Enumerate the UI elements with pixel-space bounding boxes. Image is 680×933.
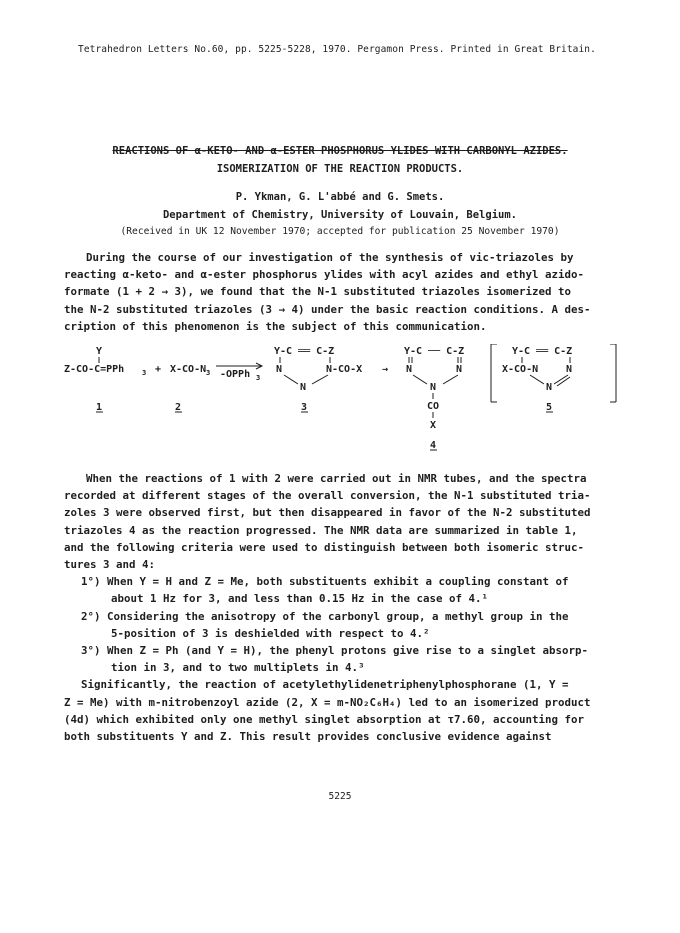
reagent1-y: Y [96,346,103,357]
triazole5-n2: N [546,382,553,393]
intro-line: cription of this phenomenon is the subject of this communication. [64,319,487,333]
authors: P. Ykman, G. L'abbé and G. Smets. [235,191,445,203]
triazole5-n-right: N [566,364,573,375]
page-number: 5225 [328,791,352,802]
journal-header: Tetrahedron Letters No.60, pp. 5225-5228, 1970. Pergamon Press. Printed in Great Britain. [78,44,596,55]
received-dates: (Received in UK 12 November 1970; accepted for publication 25 November 1970) [120,226,560,237]
triazole3-n2: N [300,382,307,393]
body-line: recorded at different stages of the overall conversion, the N-1 substituted tria- [64,489,591,503]
intro-paragraph [64,249,616,335]
reaction-scheme [60,344,620,456]
intro-line: the N-2 substituted triazoles (3 → 4) under the basic reaction conditions. A des- [64,302,591,316]
intro-line: formate (1 + 2 → 3), we found that the N-1 substituted triazoles isomerized to [64,285,572,299]
triazole3-n-sub: N-CO-X [326,364,363,375]
title-line-2: ISOMERIZATION OF THE REACTION PRODUCTS. [216,163,464,175]
body-line: (4d) which exhibited only one methyl singlet absorption at τ7.60, accounting for [64,712,585,726]
body-line: Z = Me) with m-nitrobenzoyl azide (2, X = m-NO₂C₆H₄) led to an isomerized product [64,695,591,709]
reagent1-formula: Z-CO-C=PPh [64,364,125,375]
plus-sign: + [155,364,162,375]
criterion-3: 3°) When Z = Ph (and Y = H), the phenyl protons give rise to a singlet absorp- [81,644,589,658]
triazole4-n2: N [430,382,437,393]
compound-label-3: 3 [301,402,308,413]
triazole4-x: X [430,420,437,431]
body-line: triazoles 4 as the reaction progressed. The NMR data are summarized in table 1, [64,523,578,537]
criterion-2-cont: 5-position of 3 is deshielded with respect to 4.² [111,626,430,640]
reagent2-formula: X-CO-N [170,364,207,375]
body-line: both substituents Y and Z. This result provides conclusive evidence against [64,730,552,744]
criterion-1: 1°) When Y = H and Z = Me, both substituents exhibit a coupling constant of [81,575,569,589]
triazole4-n-left: N [406,364,413,375]
arrow-to-4: → [382,364,389,375]
criterion-1-cont: about 1 Hz for 3, and less than 0.15 Hz in the case of 4.¹ [111,592,489,606]
compound-label-2: 2 [175,402,182,413]
criterion-3-cont: tion in 3, and to two multiplets in 4.³ [111,661,365,675]
body-text [64,470,616,745]
triazole5-top: Y-C ══ C-Z [512,346,573,357]
compound-label-1: 1 [96,402,103,413]
intro-line: reacting α-keto- and α-ester phosphorus ylides with acyl azides and ethyl azido- [64,268,585,282]
compound-label-4: 4 [430,440,437,451]
criterion-2: 2°) Considering the anisotropy of the carbonyl group, a methyl group in the [81,609,569,623]
triazole4-n-right: N [456,364,463,375]
triazole4-top: Y-C ── C-Z [404,346,465,357]
compound-label-5: 5 [546,402,553,413]
arrow-label: -OPPh [220,369,251,380]
body-line: When the reactions of 1 with 2 were carried out in NMR tubes, and the spectra [86,472,587,485]
triazole3-n1: N [276,364,283,375]
svg-text:3: 3 [256,374,261,382]
svg-text:3: 3 [142,369,147,377]
affiliation: Department of Chemistry, University of Louvain, Belgium. [162,209,517,221]
triazole5-n1: X-CO-N [502,364,539,375]
body-line: and the following criteria were used to distinguish between both isomeric struc- [64,540,585,554]
body-line: zoles 3 were observed first, but then disappeared in favor of the N-2 substituted [64,506,591,520]
svg-text:3: 3 [206,369,211,377]
title-line-1: REACTIONS OF α-KETO- AND α-ESTER PHOSPHORUS YLIDES WITH CARBONYL AZIDES. [112,145,568,157]
triazole3-top: Y-C ══ C-Z [274,346,335,357]
body-line: Significantly, the reaction of acetylethylidenetriphenylphosphorane (1, Y = [81,678,569,692]
body-line: tures 3 and 4: [64,558,156,572]
triazole4-co: CO [427,401,440,412]
intro-line: During the course of our investigation of the synthesis of vic-triazoles by [86,251,574,264]
